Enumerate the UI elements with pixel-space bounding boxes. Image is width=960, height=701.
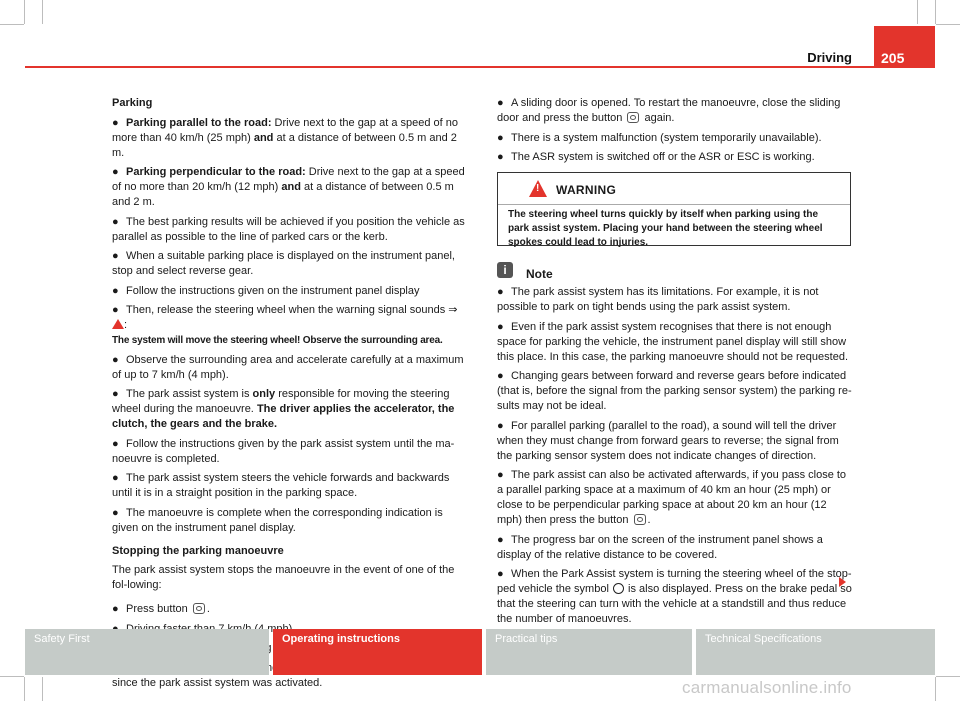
stopping-intro: The park assist system stops the manoeuvre in the event of one of the fol-lowing: xyxy=(112,564,455,591)
warning-inline-text: The system will move the steering wheel! Observe the surrounding area. xyxy=(112,335,443,346)
list-item: ● For parallel parking (parallel to the road), a sound will tell the driver when they must change from forward gears to reverse; the signal from the parking sensor system does not indicate changes of direction. xyxy=(497,419,839,462)
steering-symbol-icon xyxy=(613,583,624,594)
list-item: ● The progress bar on the screen of the instrument panel shows a display of the relative distance to be covered. xyxy=(497,533,823,561)
header-rule xyxy=(25,66,935,68)
list-item: ● The park assist system has its limitations. For example, it is not possible to park on tight bends using the park assist system. xyxy=(497,286,819,313)
note-header xyxy=(497,262,617,282)
warning-title: WARNING xyxy=(556,183,617,197)
page-number: 205 xyxy=(874,26,935,68)
warning-triangle-icon[interactable] xyxy=(112,319,124,329)
crop-mark xyxy=(917,0,918,24)
list-item: ● There is a system malfunction (system temporarily unavailable). xyxy=(497,131,822,144)
crop-mark xyxy=(42,677,43,701)
note-title: Note xyxy=(526,267,553,281)
list-item: ● Observe the surrounding area and accelerate carefully at a maximum of up to 7 km/h (4 mph). xyxy=(112,353,464,381)
park-assist-button-icon xyxy=(634,514,646,525)
list-item: ● A sliding door is opened. To restart the manoeuvre, close the sliding door and press the button again. xyxy=(497,97,841,124)
crop-mark xyxy=(24,0,25,24)
note-list xyxy=(497,285,852,632)
park-assist-button-icon xyxy=(193,603,205,614)
footer-tab-safety-first[interactable]: Safety First xyxy=(25,629,269,675)
list-item: ● Parking parallel to the road: Drive next to the gap at a speed of no more than 40 km/h (25 mph) and at a distance of between 0.5 m and 2 m. xyxy=(112,116,458,159)
list-item: ● Even if the park assist system recognises that there is not enough space for parking the vehicle, the instrument panel display will still show this place. In this case, the parking manoeuvre should not be requested. xyxy=(497,320,848,363)
stopping-heading: Stopping the parking manoeuvre xyxy=(112,544,284,557)
list-item: since the park assist system was activated. xyxy=(112,676,323,689)
list-item: ● When a suitable parking place is displayed on the instrument panel, stop and select reverse gear. xyxy=(112,250,455,277)
list-item: ● The park assist can also be activated afterwards, if you pass close to a parallel parking space at a maximum of 40 km an hour (25 mph) or close to be perpendicular parking space at about 20 km an hour (12 mph) then press the button . xyxy=(497,469,847,526)
watermark: carmanualsonline.info xyxy=(682,678,852,697)
crop-mark xyxy=(0,24,24,25)
continue-arrow-icon[interactable] xyxy=(839,577,846,587)
list-item: ● The best parking results will be achieved if you position the vehicle as parallel as possible to the line of parked cars or the kerb. xyxy=(112,215,465,243)
right-column xyxy=(497,96,852,170)
crop-mark xyxy=(936,676,960,677)
footer-tab-practical-tips[interactable]: Practical tips xyxy=(486,629,692,675)
list-item: ● Changing gears between forward and reverse gears before indicated (that is, before the signal from the parking sensor system) the parking re-sults may not be ideal. xyxy=(497,370,852,412)
parking-heading: Parking xyxy=(112,97,153,109)
list-item: ● Then, release the steering wheel when the warning signal sounds ⇒ : xyxy=(112,304,458,331)
list-item: ● The park assist system steers the vehicle forwards and backwards until it is in a straight position in the parking space. xyxy=(112,472,450,499)
left-column xyxy=(112,96,470,695)
footer-tab-operating-instructions[interactable]: Operating instructions xyxy=(273,629,482,675)
list-item: ● The manoeuvre is complete when the corresponding indication is given on the instrument panel display. xyxy=(112,506,443,534)
list-item: ● Parking perpendicular to the road: Drive next to the gap at a speed of no more than 20 km/h (12 mph) and at a distance of between 0.5 m and 2 m. xyxy=(112,166,465,208)
footer-tab-technical-specifications[interactable]: Technical Specifications xyxy=(696,629,935,675)
crop-mark xyxy=(935,0,936,24)
list-item: ● Follow the instructions given by the park assist system until the ma-noeuvre is completed. xyxy=(112,437,455,465)
warning-body: The steering wheel turns quickly by itself when parking using the park assist system. Placing your hand between the steering wheel spokes could lead to injuries. xyxy=(508,209,823,248)
list-item: ● The ASR system is switched off or the ASR or ESC is working. xyxy=(497,151,815,163)
list-item: ● The park assist system is only responsible for moving the steering wheel during the manoeuvre. The driver applies the accelerator, the clutch, the gears and the brake. xyxy=(112,388,455,430)
park-assist-button-icon xyxy=(627,112,639,123)
warning-header xyxy=(498,173,850,205)
section-title: Driving xyxy=(807,50,852,65)
info-icon: i xyxy=(497,262,513,278)
exclamation-icon: ! xyxy=(536,183,540,194)
warning-box xyxy=(497,172,851,246)
list-item: ● Follow the instructions given on the instrument panel display xyxy=(112,284,420,297)
list-item: ● Press button . xyxy=(112,603,210,615)
crop-mark xyxy=(936,24,960,25)
crop-mark xyxy=(42,0,43,24)
crop-mark xyxy=(24,677,25,701)
crop-mark xyxy=(0,676,24,677)
crop-mark xyxy=(935,677,936,701)
list-item: ● When the Park Assist system is turning the steering wheel of the stop-ped vehicle the symbol is also displayed. Press on the brake pedal so that the steering can turn with the vehicle at a standstill and thus reduce the number of manoeuvres. xyxy=(497,568,852,625)
